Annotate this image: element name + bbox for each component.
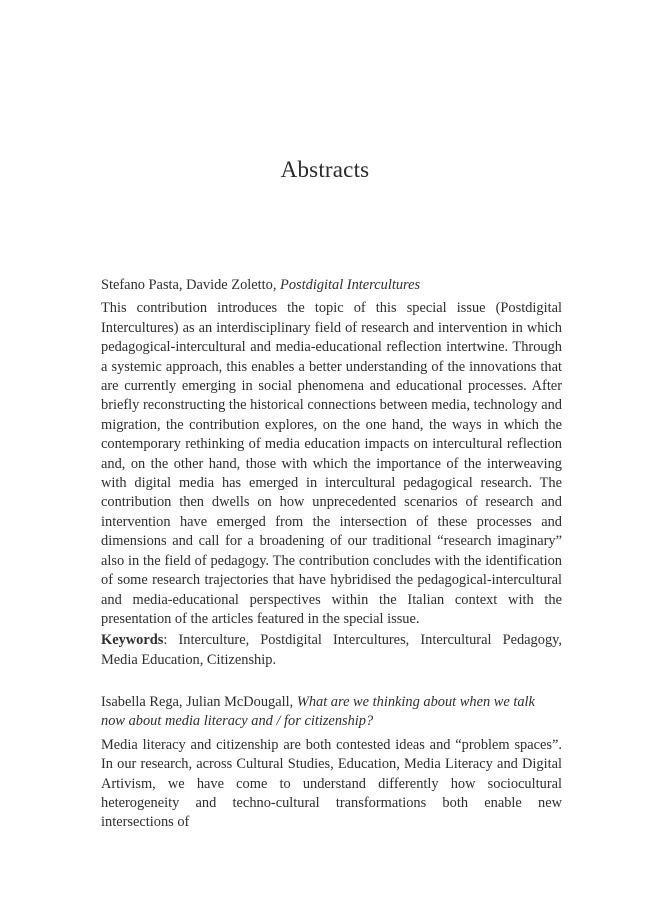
- abstract-article-title: Postdigital Intercultures: [280, 277, 421, 293]
- abstract-pasta-zoletto: [101, 276, 562, 670]
- abstract-body: This contribution introduces the topic of this special issue (Postdigital Intercultures) as an interdisciplinary field of research and intervention in which pedagogical-intercultural and media-educational reflection intertwine. Through a systemic approach, this enables a better understanding of the innovations that are currently emerging in social phenomena and educational processes. After briefly reconstructing the historical connections between media, technology and migration, the contribution explores, on the one hand, the ways in which the contemporary rethinking of media education impacts on intercultural reflection and, on the other hand, those with which the importance of the interweaving with digital media has emerged in intercultural pedagogical research. The contribution then dwells on how unprecedented scenarios of research and intervention have emerged from the intersection of these processes and dimensions and call for a broadening of our traditional “research imaginary” also in the field of pedagogy. The contribution concludes with the identification of some research trajectories that have hybridised the pedagogical-intercultural and media-educational perspectives within the Italian context with the presentation of the articles featured in the special issue.: [101, 300, 562, 627]
- abstract-rega-mcdougall: [101, 693, 562, 833]
- abstract-keywords: [101, 631, 562, 670]
- keywords-label: Keywords: [101, 632, 164, 649]
- abstract-byline: [101, 693, 562, 732]
- keywords-list: : Interculture, Postdigital Intercultures, Intercultural Pedagogy, Media Education, Citizenship.: [101, 632, 562, 668]
- abstract-authors: Stefano Pasta, Davide Zoletto,: [101, 277, 281, 293]
- abstract-byline: [101, 276, 562, 295]
- abstract-body: Media literacy and citizenship are both contested ideas and “problem spaces”. In our research, across Cultural Studies, Education, Media Literacy and Digital Artivism, we have come to understand differently how sociocultural heterogeneity and techno-cultural transformations both enable new intersections of: [101, 736, 562, 831]
- page-title: Abstracts: [280, 157, 370, 182]
- abstract-article-title: What are we thinking about when we talk now about media literacy and / for citizenship?: [101, 694, 535, 730]
- abstract-authors: Isabella Rega, Julian McDougall,: [101, 694, 297, 710]
